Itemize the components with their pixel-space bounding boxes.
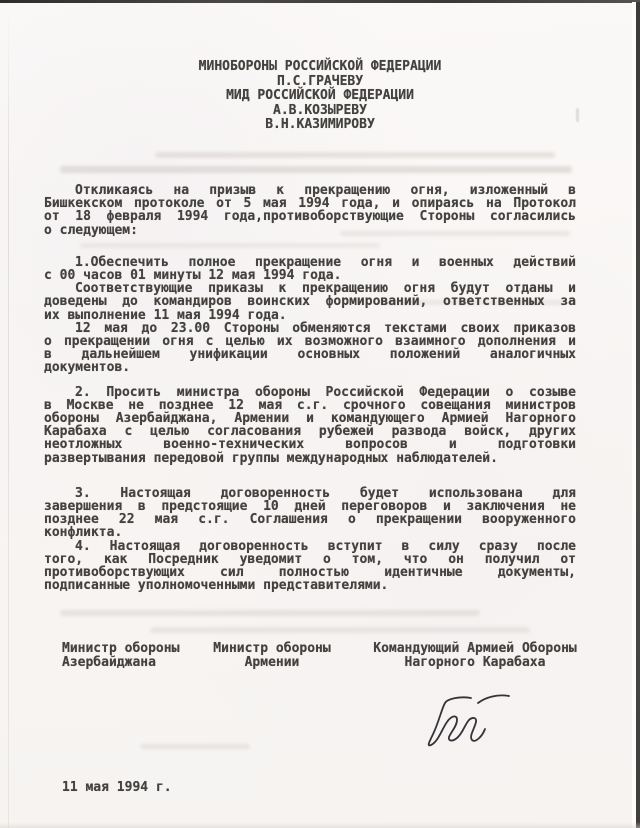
text-line: 1.Обеспечить полное прекращение огня и военных действий [75,254,576,270]
text-line: Откликаясь на призыв к прекращению огня, изложенный в [75,183,576,198]
text-line: документов. [44,360,131,376]
scan-top-edge [0,0,640,3]
paragraph [44,184,576,237]
paragraph [44,386,576,465]
signatory-karabakh [372,642,578,670]
signatory-title-line: Нагорного Карабаха [404,655,546,670]
text-line: Бишкекском протоколе от 5 мая 1994 года, и опираясь на Протокол [44,196,576,212]
signatory-armenia [208,642,336,670]
recipient-line: МИНОБОРОНЫ РОССИЙСКОЙ ФЕДЕРАЦИИ [198,59,442,74]
text-line: о прекращении огня с целью их возможного взаимного дополнения и [44,334,576,350]
signatory-title-line: Министр обороны [62,641,180,656]
paragraph [44,540,576,593]
text-line: в Москве не позднее 12 мая с.г. срочного совещания министров [44,397,576,413]
scan-bottom-shade [0,822,640,828]
text-line: обороны Азербайджана, Армении и командующего Армией Нагорного [44,411,576,427]
text-line: развертывания передовой группы международных наблюдателей. [44,450,498,466]
signatory-title-line: Армении [244,655,300,670]
recipient-line: А.В.КОЗЫРЕВУ [273,102,367,118]
recipient-line: В.Н.КАЗИМИРОВУ [265,117,375,133]
text-line: в дальнейшем унификации основных положений аналогичных [44,347,576,363]
scan-artifact [150,627,530,633]
text-line: противоборствующих сил полностью идентичные документы, [44,565,576,581]
text-line: 2. Просить министра обороны Российской Федерации о созыве [75,384,576,400]
paragraph [44,256,576,282]
text-line: их выполнение 11 мая 1994 года. [44,307,287,323]
handwritten-signature-icon [414,691,514,751]
date-line: 11 мая 1994 г. [62,780,172,795]
recipient-line: МИД РОССИЙСКОЙ ФЕДЕРАЦИИ [226,88,414,104]
recipient-line: П.С.ГРАЧЕВУ [276,73,364,89]
page-left-edge [8,8,9,828]
text-line: от 18 февраля 1994 года,противоборствующие Стороны согласились [44,209,576,225]
scan-artifact [60,610,480,616]
paragraph [44,487,576,540]
text-line: неотложных военно-технических вопросов и подготовки [44,437,576,453]
text-line: 3. Настоящая договоренность будет использована для [75,485,576,501]
paragraph [44,322,576,375]
scan-right-edge [636,2,640,828]
text-line: подписанные уполномоченными представителями. [44,578,389,594]
text-line: с 00 часов 01 минуты 12 мая 1994 года. [44,268,342,284]
signatory-azerbaijan [62,642,212,670]
text-line: о следующем: [44,222,138,238]
text-line: 4. Настоящая договоренность вступит в силу сразу после [75,538,576,554]
recipients-block [20,60,620,133]
scan-artifact [60,166,572,173]
text-line: Карабаха с целью согласования рубежей развода войск, других [44,424,576,440]
text-line: конфликта. [44,525,123,541]
text-line: завершения в предстоящие 10 дней переговоров и заключения не [44,499,576,515]
text-line: Соответствующие приказы к прекращению огня будут отданы и [75,281,576,297]
document-paragraphs [44,184,576,592]
text-line: того, как Посредник уведомит о том, что он получил от [44,551,576,567]
signatory-title-line: Командующий Армией Обороны [373,641,577,656]
paragraph [44,282,576,322]
text-line: доведены до командиров воинских формирований, ответственных за [44,294,576,310]
scan-artifact [155,152,555,158]
signatory-title-line: Азербайджана [62,655,156,670]
scan-artifact [140,744,250,749]
signatory-title-line: Министр обороны [213,641,331,656]
text-line: позднее 22 мая с.г. Соглашения о прекращении вооруженного [44,512,576,528]
text-line: 12 мая до 23.00 Стороны обменяются текстами своих приказов [75,320,576,336]
